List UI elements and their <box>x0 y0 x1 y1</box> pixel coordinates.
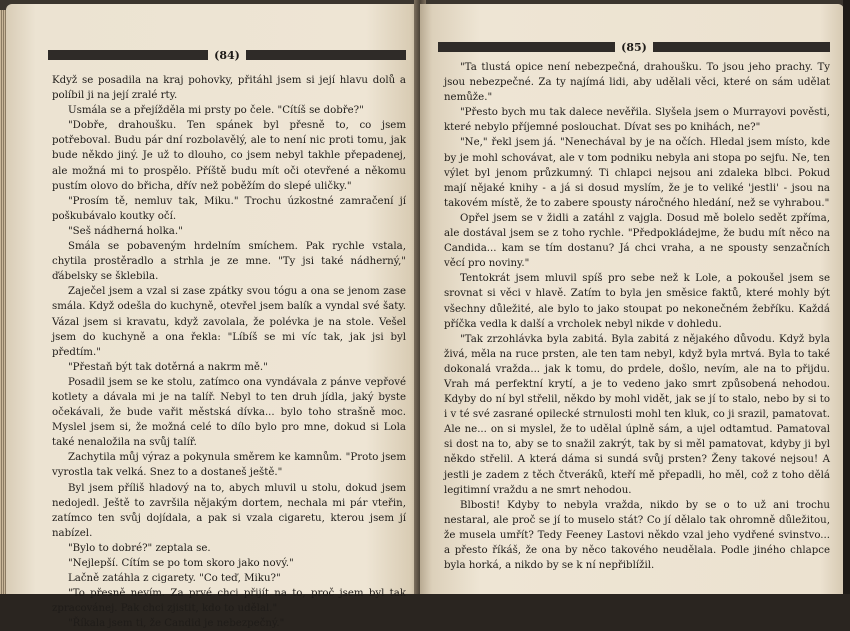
header-rule-right <box>653 42 830 52</box>
header-rule-right <box>246 50 406 60</box>
right-page-text <box>444 60 830 573</box>
paragraph: "Ne," řekl jsem já. "Nenechával by je na očích. Hledal jsem místo, kde by je mohl schovávat, ale v tom podniku nebyla ani stopa po sejfu. Ne, ten výlet byl jenom průzkumný. Ti chlapci nejsou ani zdaleka blbci. Pokud mají nějaké knihy - a já si dosud myslím, že je to veliké 'jestli' - jsou na takovém místě, že to zabere spousty náročného hledání, než se vyhrabou." <box>444 137 830 209</box>
paragraph: "Ta tlustá opice není nebezpečná, drahoušku. To jsou jeho prachy. Ty jsou nebezpečné. Za ty najímá lidi, aby udělali věci, které on sám udělat nemůže." <box>444 62 830 104</box>
paragraph: Byl jsem příliš hladový na to, abych mluvil u stolu, dokud jsem nedojedl. Ještě to završila nějakým dortem, nechala mi pár vteřin, zatímco ten svůj dojídala, a pak si vzala cigaretu, kterou jsem jí nabízel. <box>52 482 406 539</box>
left-page-text <box>52 73 406 631</box>
header-rule-left <box>438 42 615 52</box>
paragraph: "Přestaň být tak dotěrná a nakrm mě." <box>68 361 268 373</box>
paragraph: "Seš nádherná holka." <box>68 225 183 237</box>
left-page-number: (84) <box>214 48 240 62</box>
paragraph: Zachytila můj výraz a pokynula směrem ke kamnům. "Proto jsem vyrostla tak velká. Snez to a dostaneš ještě." <box>52 452 406 479</box>
paragraph: "Říkala jsem ti, že Candid je nebezpečný." <box>68 618 285 630</box>
paragraph: Když se posadila na kraj pohovky, přitáhl jsem si její hlavu dolů a políbil ji na její zralé rty. <box>52 75 406 102</box>
header-rule-left <box>48 50 208 60</box>
paragraph: Tentokrát jsem mluvil spíš pro sebe než k Lole, a pokoušel jsem se srovnat si věci v hlavě. Zatím to byla jen směsice faktů, které mohly být všechny důležité, ale bylo to jako stoupat po nekonečném žebříku. Každá příčka vedla k další a vrcholek nebyl nikde v dohledu. <box>444 273 830 330</box>
paragraph: Blbosti! Kdyby to nebyla vražda, nikdo by se o to už ani trochu nestaral, ale proč se jí to muselo stát? Co jí dělalo tak ohromně důležitou, že musela umřít? Tedy Feeney Lastovi někdo vzal jeho vydřené svinstvo... a přesto říkáš, že ona by něco takového neudělala. Podle jiného chlapce byla horká, a nikdo by se k ní nepřiblížil. <box>444 499 830 572</box>
right-page <box>420 4 844 594</box>
paragraph: Posadil jsem se ke stolu, zatímco ona vyndávala z pánve vepřové kotlety a dávala mi je na talíř. Nebyl to ten druh jídla, jaký byste očekávali, že bude vařit městská dívka... bylo toho strašně moc. Myslel jsem si, že možná celé to dílo bylo pro mne, dokud si Lola také nenaložila na svůj talíř. <box>52 376 406 449</box>
paragraph: "Bylo to dobré?" zeptala se. <box>68 542 211 554</box>
paragraph: "Prosím tě, nemluv tak, Miku." Trochu úzkostné zamračení jí poškubávalo koutky očí. <box>52 195 406 222</box>
paragraph: Smála se pobaveným hrdelním smíchem. Pak rychle vstala, chytila prostěradlo a strhla je ze mne. "Ty jsi také nádherný," ďábelsky se šklebila. <box>52 241 406 283</box>
paragraph: Zaječel jsem a vzal si zase zpátky svou tógu a ona se jenom zase smála. Když odešla do kuchyně, otevřel jsem balík a vyndal své šaty. Vázal jsem si kravatu, když zavolala, že polévka je na stole. Vešel jsem do kuchyně a ona řekla: "Líbíš se mi víc tak, jak jsi byl předtím." <box>52 286 406 358</box>
right-page-number: (85) <box>621 40 647 54</box>
paragraph: "To přesně nevím. Za prvé chci přijít na to, proč jsem byl tak zpracovánej. Pak chci zjistit, kdo to udělal." <box>52 588 406 615</box>
paragraph: "Tak zrzohlávka byla zabitá. Byla zabitá z nějakého důvodu. Když byla živá, měla na ruce prsten, ale ten tam nebyl, když byla mrtvá. Byla to také dokonalá vražda... jak k tomu, do prdele, došlo, nevím, ale na to přijdu. Vrah má perfektní krytí, a je to vedeno jako smrt způsobená nehodou. Kdyby do ní byl střelil, někdo by mohl vidět, jak se jí to stalo, nebo by si to i v té své zasrané opilecké strnulosti mohl ten kluk, co ji srazil, pamatovat. Ale ne... on si myslel, že to udělal úplně sám, a ujel odtamtud. Pamatoval si dost na to, aby se to snažil zakrýt, tak by si měl pamatovat, kdyby ji byl někdo střelil. A která dáma si sundá svůj prsten? Ženy takové nejsou! A jestli je zadem z těch čtveráků, kteří mě přepadli, ho měl, což z toho dělá legitimní vraždu a ne smrt nehodou. <box>444 333 830 496</box>
right-page-header <box>438 40 830 54</box>
paragraph: Lačně zatáhla z cigarety. "Co teď, Miku?" <box>68 573 281 585</box>
paragraph: Usmála se a přejížděla mi prsty po čele. "Cítíš se dobře?" <box>68 105 364 117</box>
paragraph: "Přesto bych mu tak dalece nevěřila. Slyšela jsem o Murrayovi pověsti, které nebylo příjemné poslouchat. Dívat ses po knihách, ne?" <box>444 107 830 134</box>
page-edges-right <box>843 0 850 594</box>
left-page <box>6 4 420 630</box>
paragraph: "Dobře, drahoušku. Ten spánek byl přesně to, co jsem potřeboval. Budu pár dní rozbolavělý, ale to není nic proti tomu, jak bude někdo jiný. Je už to dlouho, co jsem nebyl takhle přepadenej, ale možná mi to prospělo. Příště budu mít oči otevřené a někomu pustím olovo do břicha, dřív než poběžím do slepé uličky." <box>52 120 406 192</box>
paragraph: Opřel jsem se v židli a zatáhl z vajgla. Dosud mě bolelo sedět zpříma, ale dostával jsem se z toho rychle. "Předpokládejme, že budu mít něco na Candida... kam se tím dostanu? Já chci vraha, a ne spousty senzačních věcí pro noviny." <box>444 212 830 270</box>
paragraph: "Nejlepší. Cítím se po tom skoro jako nový." <box>68 558 294 569</box>
left-page-header <box>48 48 406 62</box>
